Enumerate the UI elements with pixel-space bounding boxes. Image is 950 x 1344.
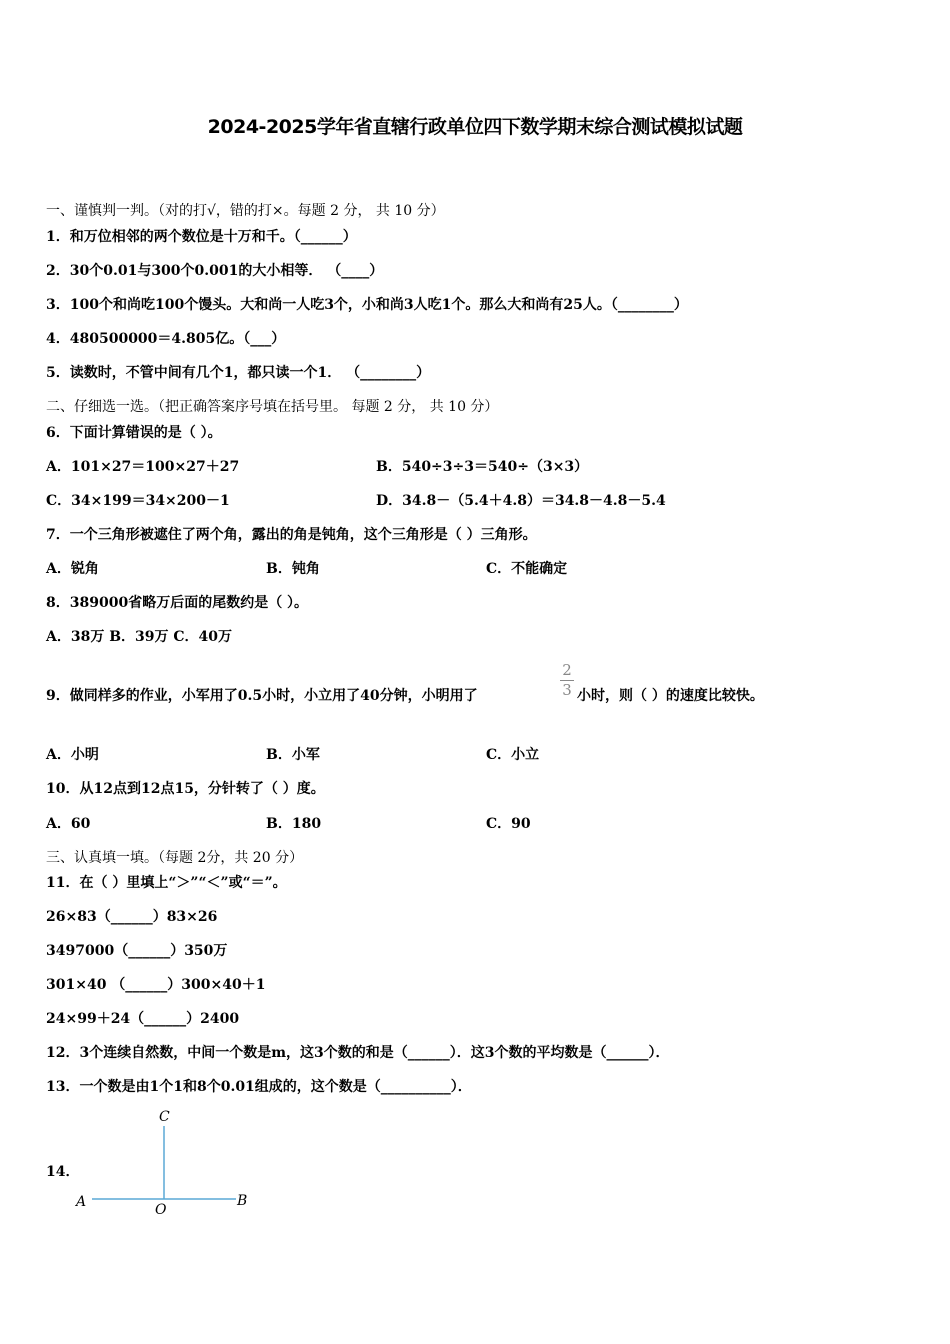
label-a: A (76, 1194, 87, 1210)
question-1: 1．和万位相邻的两个数位是十万和千。（______） (46, 229, 357, 245)
q7-option-c: C．不能确定 (486, 561, 568, 577)
question-5: 5．读数时，不管中间有几个1，都只读一个1． （________） (46, 365, 431, 381)
label-b: B (237, 1193, 248, 1209)
question-7: 7．一个三角形被遮住了两个角，露出的角是钝角，这个三角形是（ ）三角形。 (46, 527, 537, 543)
q11-item-3: 301×40 （______）300×40＋1 (46, 977, 266, 993)
question-4: 4．480500000＝4.805亿。（___） (46, 331, 286, 347)
label-c: C (159, 1109, 170, 1125)
q7-option-a: A．锐角 (46, 561, 99, 577)
q10-option-a: A．60 (46, 816, 91, 832)
q9-option-c: C．小立 (486, 747, 540, 763)
section-3-header: 三、认真填一填。（每题 2分，共 20 分） (46, 850, 304, 866)
question-9-part1: 9．做同样多的作业，小军用了0.5小时，小立用了40分钟，小明用了 (46, 688, 478, 704)
question-12: 12．3个连续自然数，中间一个数是m，这3个数的和是（______）．这3个数的平均数是（______）． (46, 1045, 670, 1061)
q10-option-c: C．90 (486, 816, 531, 832)
q9-fraction (560, 662, 574, 699)
question-3: 3．100个和尚吃100个馒头。大和尚一人吃3个，小和尚3人吃1个。那么大和尚有25人。（________） (46, 297, 688, 313)
question-2: 2．30个0.01与300个0.001的大小相等． （____） (46, 263, 384, 279)
q11-item-1: 26×83（______）83×26 (46, 909, 218, 925)
q6-option-a: A．101×27＝100×27＋27 (46, 459, 240, 475)
q6-option-b: B．540÷3÷3＝540÷（3×3） (376, 459, 589, 475)
question-10: 10．从12点到12点15，分针转了（ ）度。 (46, 781, 325, 797)
question-9-part2: 小时，则（ ）的速度比较快。 (577, 688, 764, 704)
label-o: O (155, 1202, 167, 1218)
q9-fraction-denominator: 3 (562, 681, 572, 699)
question-13: 13．一个数是由1个1和8个0.01组成的，这个数是（__________）． (46, 1079, 472, 1095)
q6-option-c: C．34×199＝34×200－1 (46, 493, 230, 509)
q11-item-2: 3497000（______）350万 (46, 943, 228, 959)
q8-options: A．38万 B．39万 C．40万 (46, 629, 233, 645)
page-title: 2024-2025学年省直辖行政单位四下数学期末综合测试模拟试题 (207, 116, 743, 138)
q7-option-b: B．钝角 (266, 561, 320, 577)
angle-figure (70, 1100, 260, 1225)
q10-option-b: B．180 (266, 816, 322, 832)
q9-fraction-numerator: 2 (562, 661, 572, 679)
question-6: 6．下面计算错误的是（ ）。 (46, 425, 222, 441)
section-2-header: 二、仔细选一选。（把正确答案序号填在括号里。 每题 2 分， 共 10 分） (46, 399, 499, 415)
q9-option-a: A．小明 (46, 747, 99, 763)
section-1-header: 一、谨慎判一判。（对的打√，错的打×。每题 2 分， 共 10 分） (46, 203, 445, 219)
question-8: 8．389000省略万后面的尾数约是（ ）。 (46, 595, 309, 611)
question-14: 14． (46, 1164, 80, 1180)
q11-item-4: 24×99＋24（______）2400 (46, 1011, 240, 1027)
question-11: 11．在（ ）里填上“＞”“＜”或“＝”。 (46, 875, 287, 891)
q6-option-d: D．34.8－（5.4＋4.8）＝34.8－4.8－5.4 (376, 493, 666, 509)
q9-option-b: B．小军 (266, 747, 320, 763)
